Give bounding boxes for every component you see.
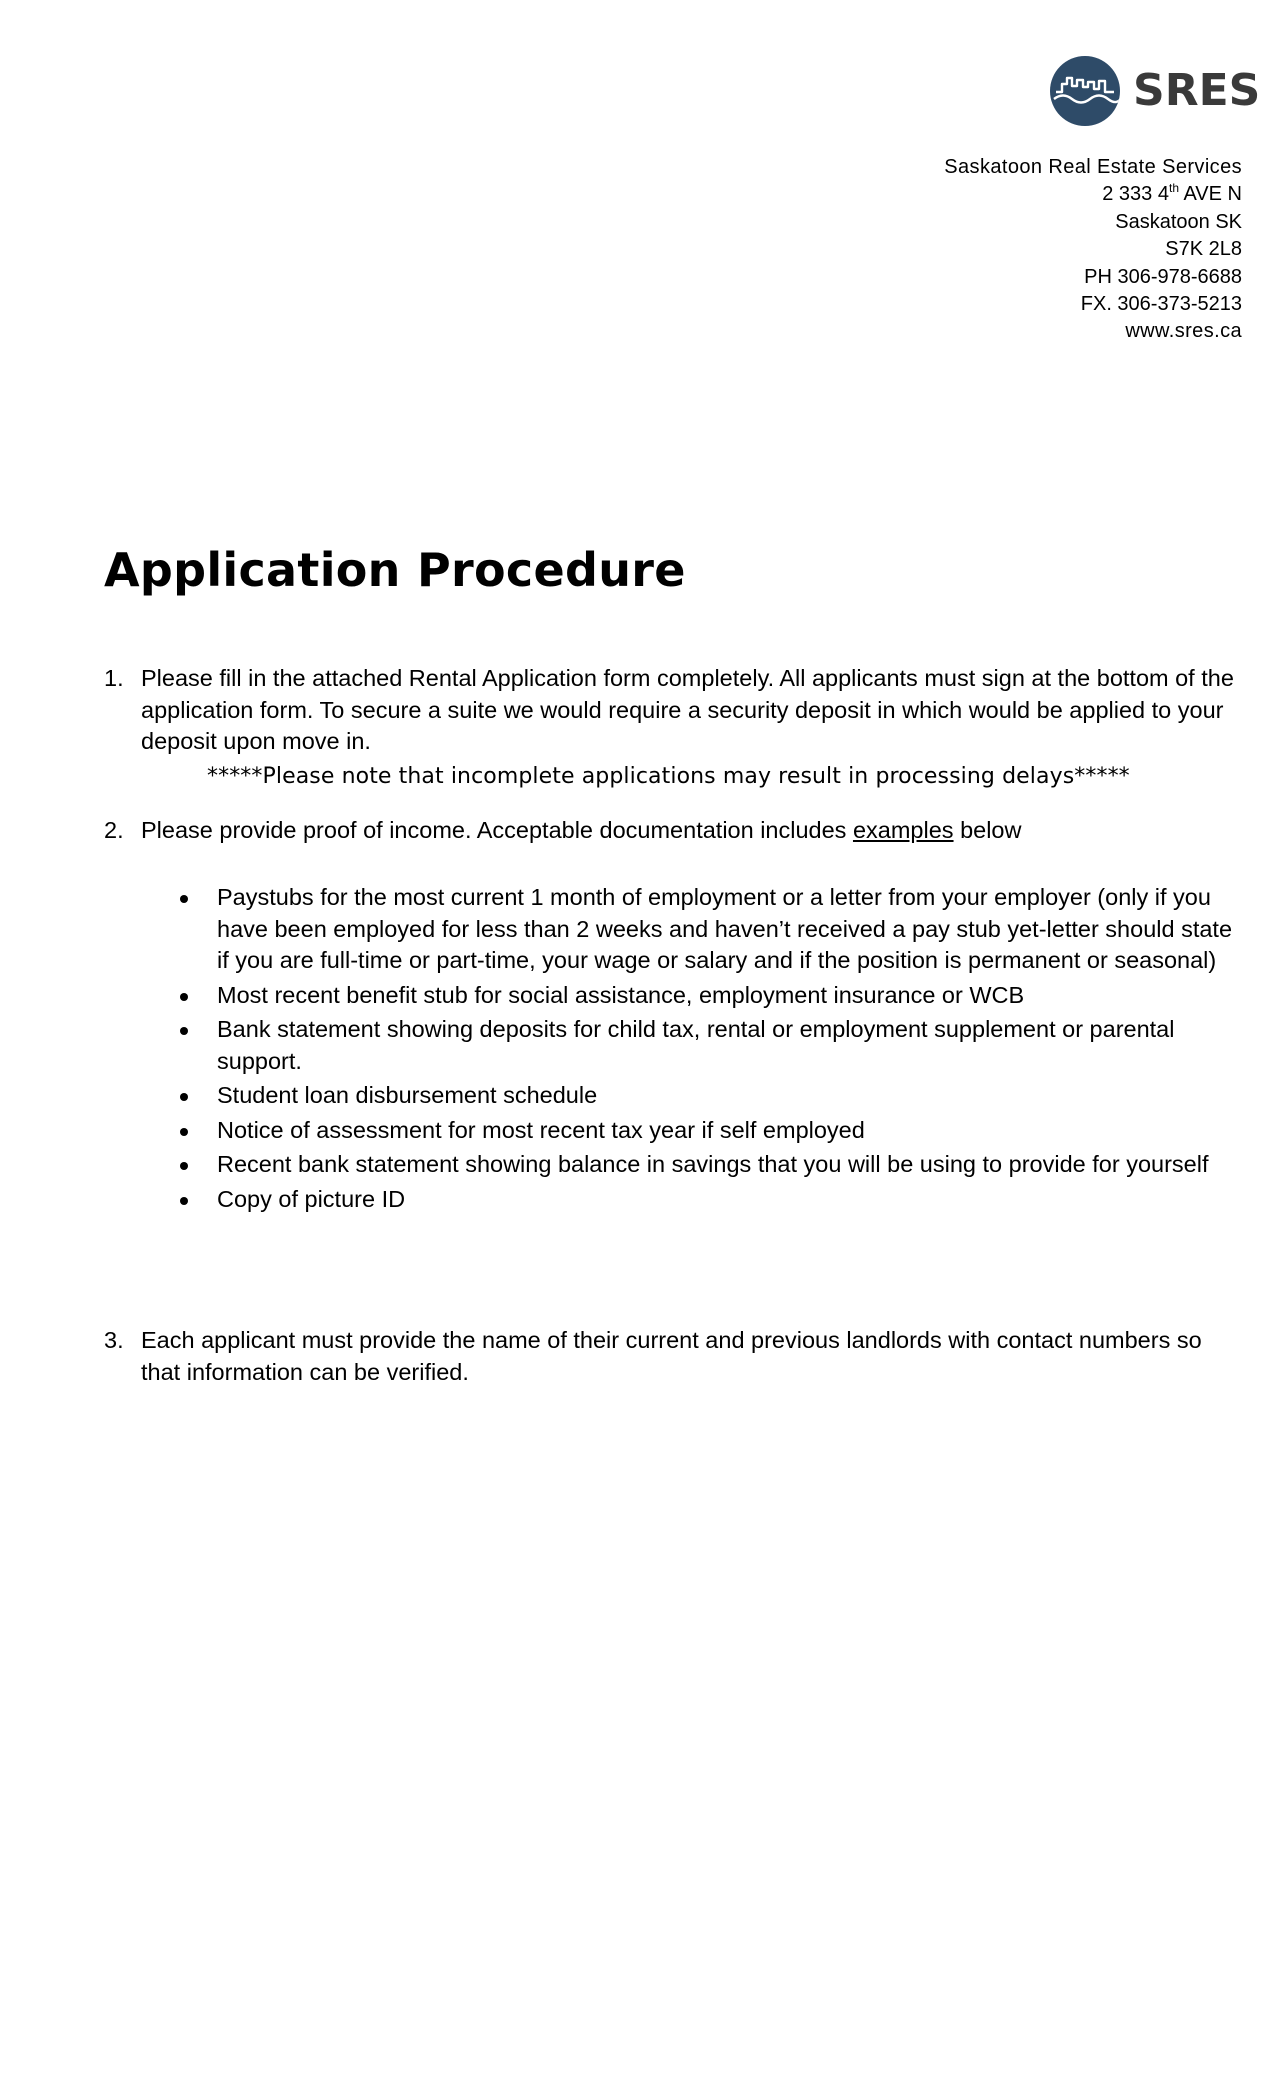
list-item: Recent bank statement showing balance in savings that you will be using to provide for yourself	[180, 1149, 1250, 1181]
step-text: Please fill in the attached Rental Application form completely. All applicants must sign at the bottom of the application form. To secure a suite we would require a security deposit in which would be applied to your deposit upon move in.	[141, 665, 1234, 754]
list-item: Copy of picture ID	[180, 1184, 1250, 1216]
logo-wordmark: SRES	[1133, 65, 1261, 116]
step-number: 2.	[104, 817, 124, 843]
list-item: Bank statement showing deposits for child tax, rental or employment supplement or parental support.	[180, 1014, 1250, 1077]
company-address	[822, 154, 1242, 346]
list-item: Student loan disbursement schedule	[180, 1080, 1250, 1112]
list-item: Notice of assessment for most recent tax year if self employed	[180, 1115, 1250, 1147]
website[interactable]: www.sres.ca	[1125, 320, 1242, 343]
list-item: Most recent benefit stub for social assistance, employment insurance or WCB	[180, 980, 1250, 1012]
step-3	[104, 1325, 1244, 1388]
step-number: 1.	[104, 665, 124, 691]
income-documents-list	[180, 882, 1250, 1218]
bullet-icon	[180, 1162, 188, 1170]
phone-number: PH 306-978-6688	[1084, 265, 1242, 288]
examples-underlined: examples	[852, 817, 954, 843]
company-name: Saskatoon Real Estate Services	[944, 156, 1242, 178]
step-number: 3.	[104, 1327, 124, 1353]
bullet-icon	[180, 895, 188, 903]
bullet-icon	[180, 1197, 188, 1205]
step-text: Please provide proof of income. Acceptable documentation includes examples below	[141, 817, 1022, 843]
city: Saskatoon SK	[1115, 210, 1242, 233]
processing-note: *****Please note that incomplete applications may result in processing delays*****	[207, 764, 1130, 789]
list-item: Paystubs for the most current 1 month of employment or a letter from your employer (only if you have been employed for less than 2 weeks and haven’t received a pay stub yet-letter should state if you are full-time or part-time, your wage or salary and if the position is permanent or seasonal)	[180, 882, 1250, 977]
company-logo	[1050, 56, 1261, 126]
bullet-icon	[180, 1027, 188, 1035]
step-text: Each applicant must provide the name of their current and previous landlords with contact numbers so that information can be verified.	[141, 1327, 1202, 1385]
postal-code: S7K 2L8	[1165, 238, 1242, 261]
fax-number: FX. 306-373-5213	[1080, 293, 1242, 316]
bullet-icon	[180, 1093, 188, 1101]
bullet-icon	[180, 993, 188, 1001]
page-title: Application Procedure	[104, 543, 686, 597]
skyline-wave-icon	[1050, 56, 1120, 126]
step-2	[104, 815, 1244, 847]
bullet-icon	[180, 1128, 188, 1136]
street-address: 2 333 4th AVE N	[1102, 181, 1242, 206]
step-1	[104, 663, 1244, 758]
